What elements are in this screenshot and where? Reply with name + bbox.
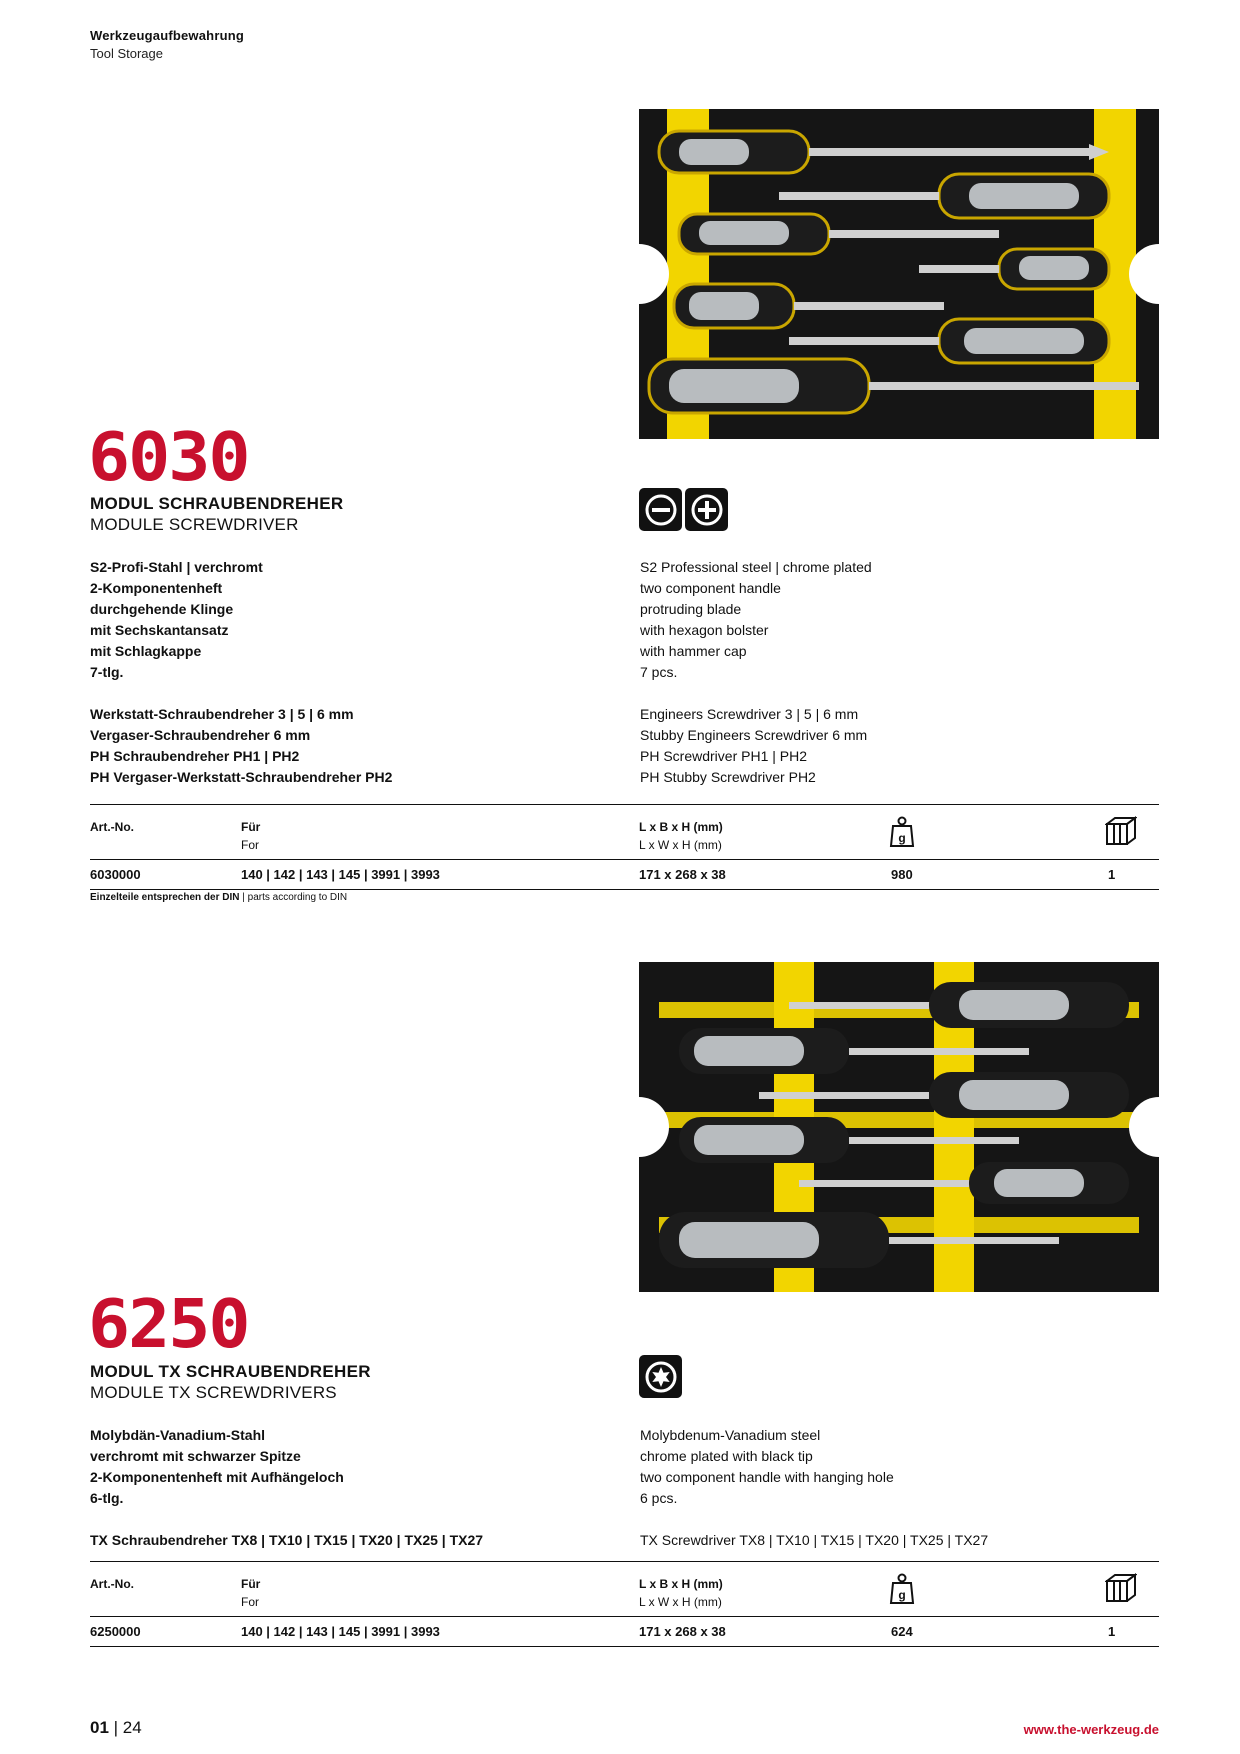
cell-fur: 140 | 142 | 143 | 145 | 3991 | 3993 [241,867,440,882]
page-index: 24 [122,1718,142,1737]
features-de [90,1425,344,1509]
feature-line: two component handle with hanging hole [640,1469,894,1485]
product-title-en: MODULE SCREWDRIVER [90,515,299,534]
slotted-tip-icon [639,488,682,531]
cell-weight: 624 [891,1624,913,1639]
feature-line: 7-tlg. [90,664,124,680]
website-link[interactable]: www.the-werkzeug.de [1023,1722,1159,1737]
weight-icon [889,1573,915,1610]
feature-line: durchgehende Klinge [90,601,234,617]
table-rule [90,1646,1159,1647]
content-line: PH Schraubendreher PH1 | PH2 [90,748,300,764]
table-rule [90,804,1159,805]
chapter-number: 01 [90,1718,109,1737]
screwdriver-tray-image [639,109,1159,439]
din-note-bold: Einzelteile entsprechen der DIN [90,892,240,903]
spec-table-6250 [90,1561,1159,1647]
feature-line: mit Sechskantansatz [90,622,229,638]
tx-screwdriver-tray-image [639,962,1159,1292]
feature-line: S2 Professional steel | chrome plated [640,559,872,575]
col-header-dim-en: L x W x H (mm) [639,838,722,852]
contents-de [90,704,392,788]
col-header-for: For [241,1595,259,1609]
content-line: PH Stubby Screwdriver PH2 [640,769,816,785]
contents-en [640,1530,988,1551]
weight-icon [889,816,915,853]
feature-line: 2-Komponentenheft [90,580,223,596]
col-header-dim-en: L x W x H (mm) [639,1595,722,1609]
phillips-tip-icon [685,488,728,531]
contents-en [640,704,867,788]
package-quantity-icon [1105,816,1137,851]
cell-art: 6250000 [90,1624,141,1639]
feature-line: Molybdenum-Vanadium steel [640,1427,821,1443]
table-rule [90,889,1159,890]
table-rule [90,1616,1159,1617]
product-number: 6250 [88,1285,249,1363]
weight-unit: g [898,1588,906,1602]
content-line: TX Schraubendreher TX8 | TX10 | TX15 | TX20 | TX25 | TX27 [90,1532,484,1548]
table-rule [90,859,1159,860]
content-line: Stubby Engineers Screwdriver 6 mm [640,727,868,743]
col-header-for: For [241,838,259,852]
content-line: PH Screwdriver PH1 | PH2 [640,748,808,764]
feature-line: with hammer cap [640,643,747,659]
torx-tip-icon [639,1355,682,1398]
product-title-en: MODULE TX SCREWDRIVERS [90,1383,337,1402]
col-header-dim-de: L x B x H (mm) [639,1577,723,1591]
feature-line: chrome plated with black tip [640,1448,813,1464]
product-number: 6030 [88,418,249,496]
col-header-fur: Für [241,1577,261,1591]
feature-line: protruding blade [640,601,742,617]
spec-table-6030 [90,804,1159,890]
cell-dim: 171 x 268 x 38 [639,1624,726,1639]
col-header-art: Art.-No. [90,820,134,834]
cell-art: 6030000 [90,867,141,882]
section-subtitle: Tool Storage [90,46,163,61]
product-title-de: MODUL TX SCHRAUBENDREHER [90,1362,371,1381]
col-header-fur: Für [241,820,261,834]
feature-line: 6-tlg. [90,1490,124,1506]
page-number [90,1718,142,1738]
content-line: Vergaser-Schraubendreher 6 mm [90,727,311,743]
cell-qty: 1 [1108,867,1116,882]
feature-line: 6 pcs. [640,1490,678,1506]
product-photo-6030 [639,109,1159,439]
page-separator: | [108,1718,123,1737]
cell-fur: 140 | 142 | 143 | 145 | 3991 | 3993 [241,1624,440,1639]
weight-unit: g [898,831,906,845]
cell-qty: 1 [1108,1624,1116,1639]
feature-line: with hexagon bolster [640,622,769,638]
cell-dim: 171 x 268 x 38 [639,867,726,882]
features-en [640,557,872,683]
product-title-de: MODUL SCHRAUBENDREHER [90,494,344,513]
content-line: Engineers Screwdriver 3 | 5 | 6 mm [640,706,859,722]
feature-line: S2-Profi-Stahl | verchromt [90,559,263,575]
section-title: Werkzeugaufbewahrung [90,28,245,43]
feature-line: mit Schlagkappe [90,643,202,659]
features-en [640,1425,894,1509]
cell-weight: 980 [891,867,913,882]
content-line: TX Screwdriver TX8 | TX10 | TX15 | TX20 | TX25 | TX27 [640,1532,989,1548]
feature-line: Molybdän-Vanadium-Stahl [90,1427,266,1443]
col-header-art: Art.-No. [90,1577,134,1591]
package-quantity-icon [1105,1573,1137,1608]
table-rule [90,1561,1159,1562]
din-note [90,892,347,903]
product-photo-6250 [639,962,1159,1292]
feature-line: 2-Komponentenheft mit Aufhängeloch [90,1469,344,1485]
contents-de [90,1530,483,1551]
feature-line: verchromt mit schwarzer Spitze [90,1448,301,1464]
feature-line: two component handle [640,580,781,596]
features-de [90,557,263,683]
col-header-dim-de: L x B x H (mm) [639,820,723,834]
feature-line: 7 pcs. [640,664,678,680]
din-note-rest: | parts according to DIN [239,892,348,903]
content-line: Werkstatt-Schraubendreher 3 | 5 | 6 mm [90,706,354,722]
content-line: PH Vergaser-Werkstatt-Schraubendreher PH2 [90,769,393,785]
